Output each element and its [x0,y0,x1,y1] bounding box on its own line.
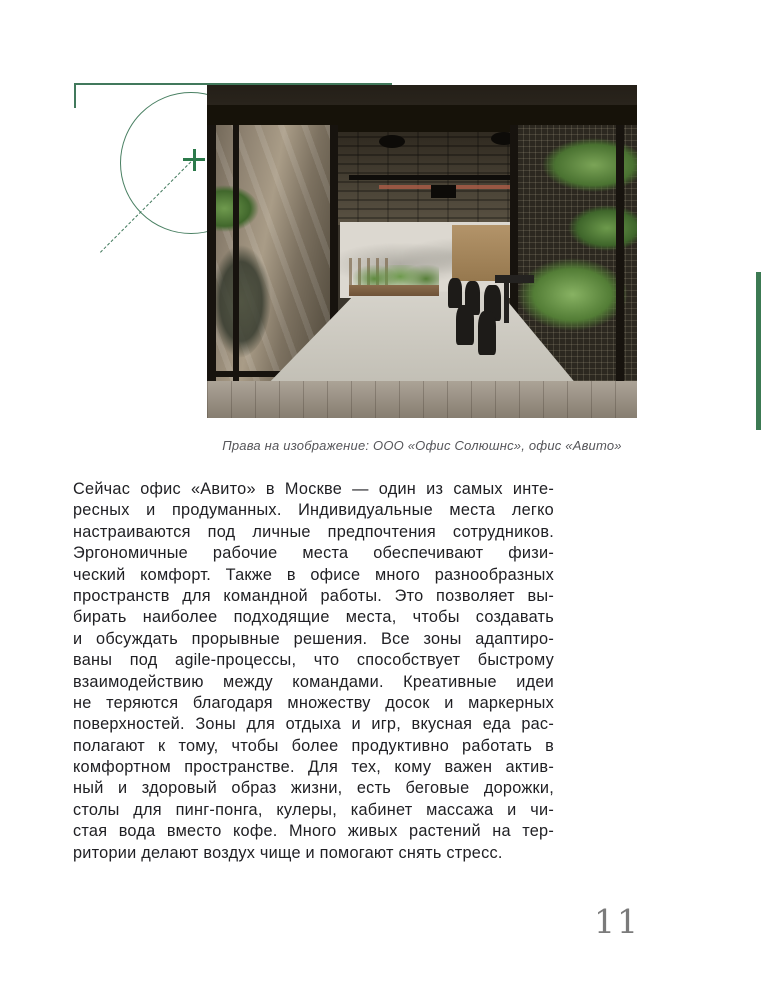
body-text-line: Эргономичные рабочие места обеспечивают физи- [73,544,554,563]
photo-frame-bar [233,125,239,381]
photo-caption: Права на изображение: ООО «Офис Солюшнс», офис «Авито» [222,438,622,453]
photo-cafe-chair [456,305,473,345]
body-text-line: настраиваются под личные предпочтения сотрудников. [73,522,554,541]
page-number: 11 [594,902,640,941]
photo-speaker-box [431,185,457,198]
office-photo [207,85,637,418]
photo-hanging-plant [568,205,637,252]
body-text-line: ритории делают воздух чище и помогают снять стресс. [73,843,503,862]
body-text-line: поверхностей. Зоны для отдыха и игр, вкусная еда рас- [73,715,554,734]
photo-spotlight [379,135,405,148]
body-text-line: пространств для командной работы. Это позволяет вы- [73,586,554,605]
body-text-line: не теряются благодаря множеству досок и маркерных [73,693,554,712]
decor-right-edge-bar [756,272,761,430]
photo-cafe-chair [478,311,496,354]
photo-wood-wall [452,225,517,282]
body-text-line: ный и здоровый образ жизни, есть беговые дорожки, [73,779,554,798]
body-text-line: ресных и продуманных. Индивидуальные места легко [73,501,554,520]
photo-cafe-chair [448,278,463,308]
body-text-line: комфортном пространстве. Для тех, кому важен актив- [73,758,554,777]
photo-frame-bar [207,125,216,381]
photo-table-leg [504,283,509,323]
body-text [73,479,554,864]
body-text-line: стая вода вместо кофе. Много живых растений на тер- [73,822,554,841]
photo-light-track [349,175,512,180]
body-text-line: столы для пинг-понга, кулеры, кабинет массажа и чи- [73,800,554,819]
body-text-line: бирать наиболее подходящие места, чтобы создавать [73,608,554,627]
photo-wooden-planter [349,285,439,296]
photo-plank-floor [207,381,637,418]
body-text-line: полагают к тому, чтобы более продуктивно работать в [73,736,554,755]
body-text-line: ваны под agile-процессы, что способствует быстрому [73,651,554,670]
photo-table-top [495,275,534,283]
photo-frame-bar [616,125,625,381]
plus-vertical-stroke [193,149,196,171]
decor-left-tick [74,83,76,108]
body-text-line: ческий комфорт. Также в офисе много разнообразных [73,565,554,584]
body-text-line: и обсуждать прорывные решения. Все зоны адаптиро- [73,629,554,648]
body-text-line: взаимодействию между командами. Креативные идеи [73,672,554,691]
body-text-line: Сейчас офис «Авито» в Москве — один из самых инте- [73,480,554,498]
decor-horizontal-rule [74,83,392,85]
photo-spider-plant [517,258,629,331]
